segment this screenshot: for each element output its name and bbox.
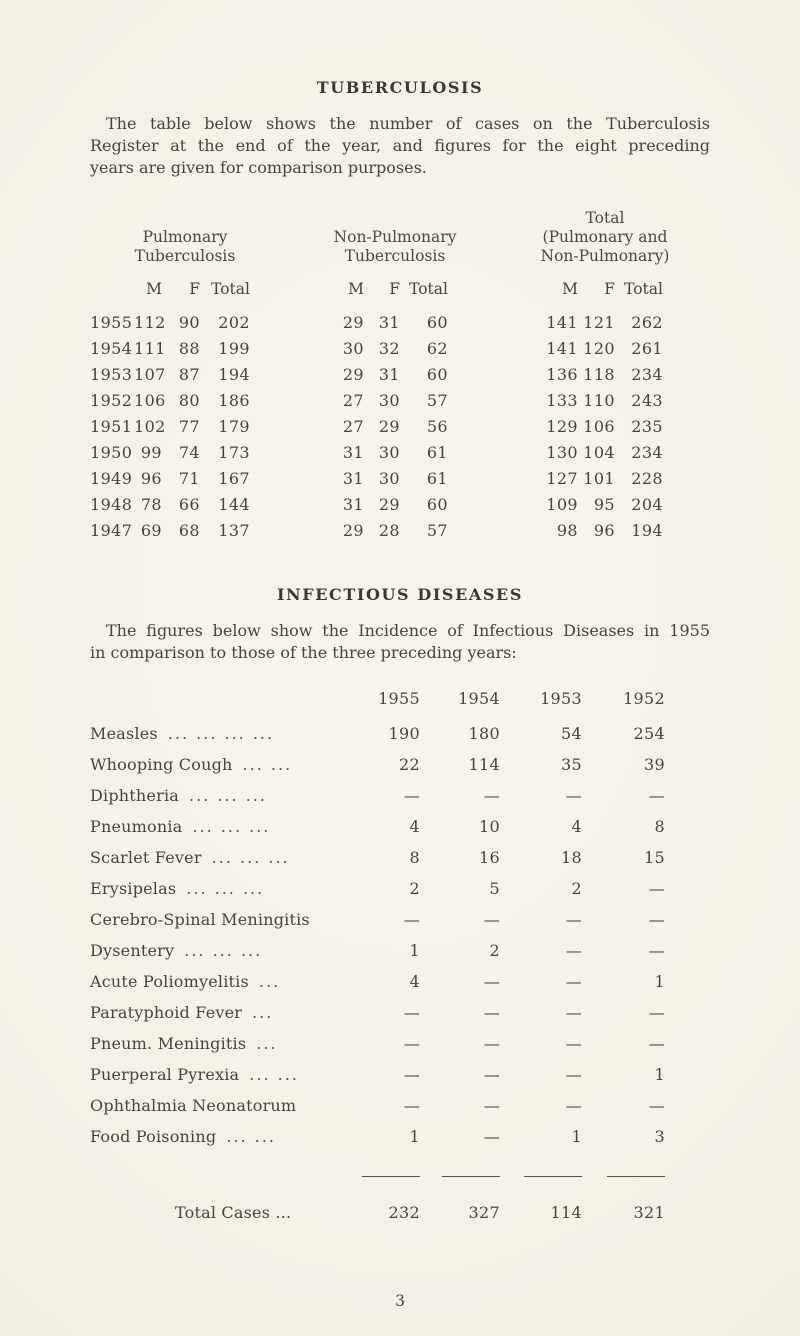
disease-name: Diphtheria: [90, 786, 179, 805]
inf-cell: —: [648, 786, 665, 805]
disease-name: Scarlet Fever: [90, 848, 202, 867]
tb-cell: 179: [218, 417, 250, 436]
inf-cell: —: [403, 1034, 420, 1053]
tb-col-group-label: Total: [585, 209, 625, 227]
inf-cell: 1: [654, 972, 665, 991]
tb-cell: 57: [426, 521, 448, 540]
inf-cell: —: [565, 1096, 582, 1115]
tb-cell: 96: [140, 469, 162, 488]
tb-year: 1951: [90, 417, 133, 436]
inf-cell: 18: [561, 848, 582, 867]
tb-cell: 120: [583, 339, 615, 358]
tb-table-grid: [90, 281, 663, 539]
tb-cell: 29: [342, 365, 364, 384]
disease-name: Pneumonia: [90, 817, 183, 836]
tb-cell: 118: [583, 365, 615, 384]
disease-name: Pneum. Meningitis: [90, 1034, 247, 1053]
inf-cell: 2: [571, 879, 582, 898]
tb-cell: 31: [342, 469, 364, 488]
tb-cell: 235: [631, 417, 663, 436]
tb-cell: 133: [546, 391, 578, 410]
tb-subhead-total: Total: [624, 280, 663, 298]
disease-row-label: [90, 725, 340, 743]
tb-cell: 107: [134, 365, 166, 384]
totals-rule: [582, 1159, 665, 1185]
tb-cell: 102: [134, 417, 166, 436]
tb-cell: 141: [546, 313, 578, 332]
inf-cell: —: [648, 1003, 665, 1022]
tb-col-group-label: Pulmonary: [142, 228, 228, 246]
tb-section-title: TUBERCULOSIS: [316, 78, 484, 97]
inf-cell: 5: [489, 879, 500, 898]
inf-cell: 4: [409, 972, 420, 991]
tb-cell: 106: [583, 417, 615, 436]
inf-cell: 180: [468, 724, 500, 743]
inf-cell: 1: [409, 941, 420, 960]
inf-cell: —: [483, 1127, 500, 1146]
tb-cell: 130: [546, 443, 578, 462]
inf-cell: 1: [654, 1065, 665, 1084]
infectious-intro: [90, 620, 710, 664]
tb-cell: 121: [583, 313, 615, 332]
disease-name: Dysentery: [90, 941, 175, 960]
inf-cell: 2: [409, 879, 420, 898]
tb-year: 1948: [90, 495, 133, 514]
inf-cell: 10: [479, 817, 500, 836]
inf-cell: 15: [644, 848, 665, 867]
tb-cell: 186: [218, 391, 250, 410]
tb-col-group-label: Tuberculosis: [134, 247, 236, 265]
tb-cell: 234: [631, 443, 663, 462]
inf-year-header: 1955: [378, 689, 420, 708]
disease-row-label: [90, 1097, 340, 1115]
tb-cell: 173: [218, 443, 250, 462]
inf-cell: 114: [468, 755, 500, 774]
tb-subhead-total: Total: [211, 280, 250, 298]
tb-cell: 98: [556, 521, 578, 540]
tb-cell: 68: [178, 521, 200, 540]
disease-name: Puerperal Pyrexia: [90, 1065, 240, 1084]
tb-cell: 127: [546, 469, 578, 488]
totals-rule-spacer: [90, 1159, 340, 1185]
tb-cell: 202: [218, 313, 250, 332]
tb-subhead-spacer: [90, 281, 134, 305]
inf-cell: —: [483, 786, 500, 805]
tb-cell: 28: [378, 521, 400, 540]
inf-cell: —: [648, 941, 665, 960]
tb-cell: 29: [342, 521, 364, 540]
tb-cell: 29: [378, 495, 400, 514]
tb-cell: 228: [631, 469, 663, 488]
inf-cell: 2: [489, 941, 500, 960]
tb-cell: 141: [546, 339, 578, 358]
tb-cell: 262: [631, 313, 663, 332]
tb-cell: 144: [218, 495, 250, 514]
tb-subhead-m: M: [562, 280, 578, 298]
tb-cell: 234: [631, 365, 663, 384]
tb-intro-line: The table below shows the number of cases on the Tuberculosis: [106, 114, 710, 133]
dot-leader: ...: [252, 1003, 274, 1022]
inf-cell: —: [483, 910, 500, 929]
total-cases-label: [90, 1198, 340, 1222]
tb-cell: 31: [378, 365, 400, 384]
tb-cell: 61: [426, 443, 448, 462]
tb-cell: 96: [593, 521, 615, 540]
tb-cell: 74: [178, 443, 200, 462]
tb-cell: 29: [378, 417, 400, 436]
infectious-intro-line: The figures below show the Incidence of Infectious Diseases in 1955: [106, 621, 710, 640]
tb-year: 1947: [90, 521, 133, 540]
inf-cell: 22: [399, 755, 420, 774]
tb-cell: 78: [140, 495, 162, 514]
tb-table: [90, 209, 670, 540]
tb-cell: 109: [546, 495, 578, 514]
tb-cell: 87: [178, 365, 200, 384]
tb-cell: 199: [218, 339, 250, 358]
dot-leader: ... ... ...: [186, 879, 265, 898]
tb-col-group-label: Non-Pulmonary: [333, 228, 457, 246]
tb-cell: 112: [134, 313, 166, 332]
tb-cell: 129: [546, 417, 578, 436]
tb-cell: 80: [178, 391, 200, 410]
tb-cell: 31: [342, 443, 364, 462]
tb-cell: 27: [342, 417, 364, 436]
totals-rule: [340, 1159, 420, 1185]
tb-col-group-pulmonary: [110, 228, 260, 266]
inf-cell: —: [648, 879, 665, 898]
tb-year: 1950: [90, 443, 133, 462]
disease-row-label: [90, 818, 340, 836]
inf-cell: —: [565, 1065, 582, 1084]
total-cases-text: Total Cases ...: [175, 1203, 292, 1222]
tb-year: 1954: [90, 339, 133, 358]
tb-cell: 69: [140, 521, 162, 540]
inf-cell: —: [648, 910, 665, 929]
inf-cell: 4: [409, 817, 420, 836]
total-value: 321: [633, 1203, 665, 1222]
dot-leader: ... ... ...: [184, 941, 263, 960]
tb-cell: 27: [342, 391, 364, 410]
tb-cell: 30: [378, 443, 400, 462]
disease-row-label: [90, 973, 340, 991]
inf-cell: —: [483, 1003, 500, 1022]
dot-leader: ...: [256, 1034, 278, 1053]
tb-cell: 66: [178, 495, 200, 514]
tb-cell: 90: [178, 313, 200, 332]
tb-cell: 106: [134, 391, 166, 410]
inf-cell: 1: [571, 1127, 582, 1146]
tb-cell: 243: [631, 391, 663, 410]
tb-col-group-label: (Pulmonary and: [542, 228, 668, 246]
tb-col-group-label: Tuberculosis: [344, 247, 446, 265]
disease-row-label: [90, 942, 340, 960]
infectious-section-title: INFECTIOUS DISEASES: [276, 585, 524, 604]
disease-row-label: [90, 1066, 340, 1084]
tb-intro-line: years are given for comparison purposes.: [90, 158, 427, 177]
disease-row-label: [90, 1035, 340, 1053]
tb-cell: 88: [178, 339, 200, 358]
inf-year-header: 1953: [540, 689, 582, 708]
inf-cell: —: [483, 1065, 500, 1084]
inf-header-spacer: [90, 690, 340, 712]
inf-cell: —: [565, 941, 582, 960]
inf-cell: —: [403, 1096, 420, 1115]
inf-cell: 8: [654, 817, 665, 836]
tb-cell: 61: [426, 469, 448, 488]
inf-year-header: 1952: [623, 689, 665, 708]
tb-year: 1953: [90, 365, 133, 384]
total-value: 327: [468, 1203, 500, 1222]
inf-cell: —: [403, 1065, 420, 1084]
tb-cell: 60: [426, 495, 448, 514]
inf-cell: 3: [654, 1127, 665, 1146]
inf-cell: 1: [409, 1127, 420, 1146]
inf-cell: 254: [633, 724, 665, 743]
dot-leader: ... ...: [226, 1127, 276, 1146]
disease-row-label: [90, 911, 340, 929]
tb-cell: 62: [426, 339, 448, 358]
inf-cell: —: [565, 972, 582, 991]
tb-cell: 77: [178, 417, 200, 436]
tb-cell: 31: [342, 495, 364, 514]
tb-subhead-m: M: [348, 280, 364, 298]
inf-year-header: 1954: [458, 689, 500, 708]
tb-cell: 57: [426, 391, 448, 410]
inf-cell: —: [403, 1003, 420, 1022]
inf-cell: —: [565, 910, 582, 929]
disease-row-label: [90, 1004, 340, 1022]
page-number: 3: [395, 1292, 405, 1310]
disease-name: Acute Poliomyelitis: [90, 972, 249, 991]
tb-subhead-f: F: [604, 280, 615, 298]
tb-cell: 30: [342, 339, 364, 358]
inf-cell: 4: [571, 817, 582, 836]
tb-col-group-total: [505, 209, 705, 266]
dot-leader: ... ...: [242, 755, 293, 774]
tb-cell: 101: [583, 469, 615, 488]
inf-cell: 54: [561, 724, 582, 743]
totals-rule: [500, 1159, 582, 1185]
inf-cell: —: [483, 972, 500, 991]
inf-cell: —: [565, 786, 582, 805]
tb-subhead-total: Total: [409, 280, 448, 298]
inf-cell: —: [483, 1034, 500, 1053]
tb-intro-line: Register at the end of the year, and figures for the eight preceding: [90, 136, 710, 155]
tb-cell: 32: [378, 339, 400, 358]
dot-leader: ... ...: [249, 1065, 299, 1084]
disease-name: Whooping Cough: [90, 755, 233, 774]
disease-row-label: [90, 787, 340, 805]
tb-cell: 194: [631, 521, 663, 540]
tb-cell: 30: [378, 469, 400, 488]
inf-cell: 39: [644, 755, 665, 774]
inf-cell: 8: [409, 848, 420, 867]
tb-intro: [90, 113, 710, 179]
inf-cell: —: [565, 1034, 582, 1053]
tb-cell: 99: [140, 443, 162, 462]
inf-cell: —: [403, 786, 420, 805]
inf-cell: —: [565, 1003, 582, 1022]
disease-name: Cerebro-Spinal Meningitis: [90, 910, 310, 929]
tb-cell: 60: [426, 313, 448, 332]
disease-name: Food Poisoning: [90, 1127, 217, 1146]
tb-col-group-nonpulmonary: [315, 228, 475, 266]
infectious-intro-line: in comparison to those of the three preceding years:: [90, 643, 517, 662]
totals-rule: [420, 1159, 500, 1185]
inf-cell: 35: [561, 755, 582, 774]
disease-row-label: [90, 880, 340, 898]
inf-cell: —: [648, 1096, 665, 1115]
tb-cell: 60: [426, 365, 448, 384]
tb-subhead-m: M: [146, 280, 162, 298]
inf-cell: —: [483, 1096, 500, 1115]
tb-cell: 31: [378, 313, 400, 332]
dot-leader: ... ... ...: [192, 817, 271, 836]
infectious-table: [90, 690, 665, 1222]
tb-cell: 111: [134, 339, 166, 358]
disease-name: Measles: [90, 724, 158, 743]
total-value: 232: [388, 1203, 420, 1222]
tb-cell: 104: [583, 443, 615, 462]
dot-leader: ...: [258, 972, 281, 991]
dot-leader: ... ... ...: [189, 786, 267, 805]
tb-year: 1952: [90, 391, 133, 410]
disease-row-label: [90, 849, 340, 867]
tb-cell: 30: [378, 391, 400, 410]
inf-cell: —: [403, 910, 420, 929]
tb-cell: 261: [631, 339, 663, 358]
inf-cell: —: [648, 1034, 665, 1053]
tb-subhead-f: F: [389, 280, 400, 298]
tb-cell: 204: [631, 495, 663, 514]
inf-cell: 190: [388, 724, 420, 743]
tb-subhead-f: F: [189, 280, 200, 298]
tb-cell: 56: [426, 417, 448, 436]
dot-leader: ... ... ...: [211, 848, 290, 867]
tb-year: 1949: [90, 469, 133, 488]
tb-cell: 136: [546, 365, 578, 384]
inf-cell: 16: [479, 848, 500, 867]
tb-cell: 137: [218, 521, 250, 540]
dot-leader: ... ... ... ...: [167, 724, 275, 743]
disease-name: Erysipelas: [90, 879, 177, 898]
disease-name: Paratyphoid Fever: [90, 1003, 243, 1022]
tb-cell: 194: [218, 365, 250, 384]
total-value: 114: [550, 1203, 582, 1222]
tb-cell: 167: [218, 469, 250, 488]
tb-col-group-label: Non-Pulmonary): [540, 247, 670, 265]
tb-year: 1955: [90, 313, 133, 332]
tb-cell: 110: [583, 391, 615, 410]
disease-row-label: [90, 756, 340, 774]
tb-cell: 95: [593, 495, 615, 514]
tb-cell: 71: [178, 469, 200, 488]
disease-name: Ophthalmia Neonatorum: [90, 1096, 297, 1115]
tb-table-headers: [90, 209, 670, 269]
disease-row-label: [90, 1128, 340, 1146]
tb-cell: 29: [342, 313, 364, 332]
